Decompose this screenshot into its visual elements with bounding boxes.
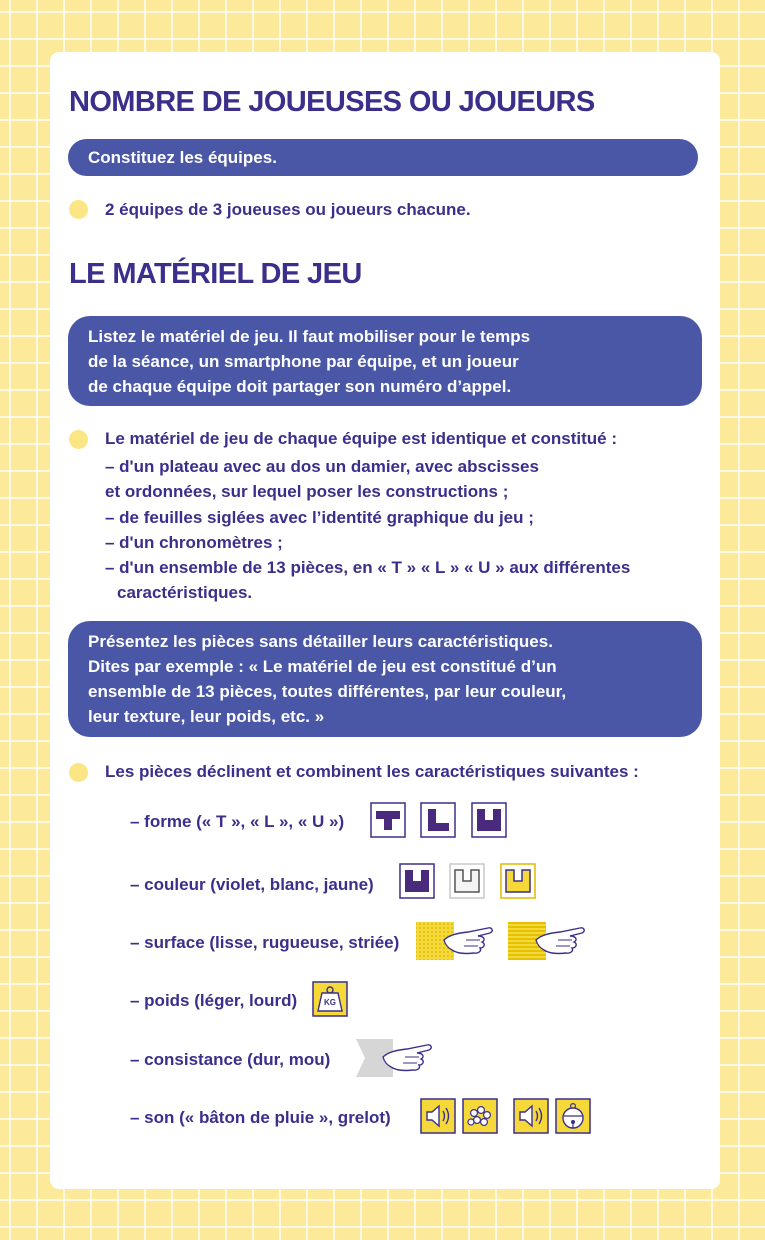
- striped-surface-touch-icon: [506, 918, 590, 964]
- bullet-dot: [69, 200, 88, 219]
- banner-line: de chaque équipe doit partager son numéro d’appel.: [88, 377, 512, 396]
- banner-line: Listez le matériel de jeu. Il faut mobiliser pour le temps: [88, 327, 531, 346]
- feature-shape: – forme (« T », « L », « U »): [130, 812, 345, 831]
- material-list-line: – d'un plateau avec au dos un damier, avec abscisses: [105, 457, 539, 476]
- feature-consistency: – consistance (dur, mou): [130, 1050, 331, 1069]
- soft-piece-touch-icon: [353, 1035, 437, 1081]
- material-list-line: – de feuilles siglées avec l’identité graphique du jeu ;: [105, 508, 534, 527]
- info-card: [50, 52, 720, 1189]
- u-piece-icon: [471, 802, 507, 838]
- white-piece-icon: [449, 863, 485, 899]
- bullet-dot: [69, 430, 88, 449]
- bullet-dot: [69, 763, 88, 782]
- banner-line: de la séance, un smartphone par équipe, et un joueur: [88, 352, 519, 371]
- yellow-piece-icon: [500, 863, 536, 899]
- banner-line: leur texture, leur poids, etc. »: [88, 707, 325, 726]
- weight-label: KG: [324, 998, 336, 1007]
- feature-color: – couleur (violet, blanc, jaune): [130, 875, 374, 894]
- banner-material: [68, 316, 702, 406]
- banner-line: Dites par exemple : « Le matériel de jeu est constitué d’un: [88, 657, 557, 676]
- l-piece-icon: [420, 802, 456, 838]
- features-intro: Les pièces déclinent et combinent les caractéristiques suivantes :: [105, 762, 639, 781]
- speaker-icon: [513, 1098, 549, 1134]
- rough-surface-touch-icon: [414, 918, 498, 964]
- material-list-line: caractéristiques.: [117, 583, 253, 602]
- banner-line: ensemble de 13 pièces, toutes différentes, par leur couleur,: [88, 682, 567, 701]
- material-list-line: et ordonnées, sur lequel poser les constructions ;: [105, 482, 509, 501]
- heading-players: NOMBRE DE JOUEUSES OU JOUEURS: [69, 86, 595, 118]
- t-piece-icon: [370, 802, 406, 838]
- weight-icon: [312, 981, 348, 1017]
- banner-line: Présentez les pièces sans détailler leurs caractéristiques.: [88, 632, 553, 651]
- material-intro: Le matériel de jeu de chaque équipe est identique et constitué :: [105, 429, 618, 448]
- teams-text: 2 équipes de 3 joueuses ou joueurs chacune.: [105, 200, 471, 219]
- bell-icon: [555, 1098, 591, 1134]
- banner-teams: [68, 139, 698, 176]
- material-list-line: – d'un chronomètres ;: [105, 533, 283, 552]
- banner-present-pieces: [68, 621, 702, 737]
- heading-material: LE MATÉRIEL DE JEU: [69, 258, 362, 290]
- banner-teams-text: Constituez les équipes.: [88, 148, 277, 167]
- rain-stick-beads-icon: [462, 1098, 498, 1134]
- speaker-icon: [420, 1098, 456, 1134]
- violet-piece-icon: [399, 863, 435, 899]
- material-list-line: – d'un ensemble de 13 pièces, en « T » « L » « U » aux différentes: [105, 558, 631, 577]
- feature-surface: – surface (lisse, rugueuse, striée): [130, 933, 400, 952]
- feature-sound: – son (« bâton de pluie », grelot): [130, 1108, 391, 1127]
- feature-weight: – poids (léger, lourd): [130, 991, 298, 1010]
